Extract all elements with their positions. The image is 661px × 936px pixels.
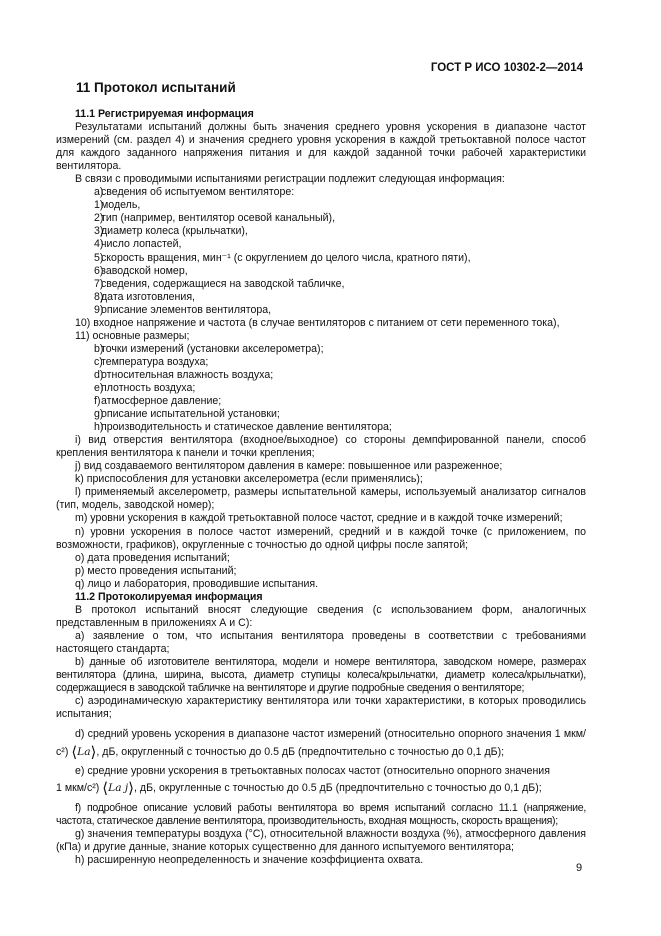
list-item: g) значения температуры воздуха (°С), относительной влажности воздуха (%), атмосферного давления (кПа) и другие данные, знание которых существенно для данного испытуемого вентилятора;: [56, 828, 586, 854]
list-text: дата изготовления,: [101, 290, 196, 303]
page-number: 9: [576, 862, 583, 874]
list-marker: 3): [94, 225, 104, 238]
list-marker: e): [94, 381, 104, 394]
list-item: [56, 199, 586, 212]
list-item: b) данные об изготовителе вентилятора, модели и номере вентилятора, заводском номере, размерах вентилятора (длина, ширина, высота, диаметр ступицы колеса/крыльчатки, диаметр колеса/крыльчатки), содержащиеся в заводской табличке на вентиляторе и другие подробные сведения о вентиляторе;: [56, 655, 586, 695]
list-item: [56, 225, 586, 238]
list-marker: d): [94, 368, 104, 381]
list-item: [56, 252, 586, 265]
list-item: [56, 369, 586, 382]
list-marker: 9): [94, 303, 104, 316]
list-item: a) заявление о том, что испытания вентилятора проведены в соответствии с требованиями настоящего стандарта;: [56, 629, 586, 655]
list-item: e) средние уровни ускорения в третьоктавных полосах частот (относительно опорного значения: [75, 765, 550, 778]
list-marker: 4): [94, 238, 104, 251]
paragraph: В связи с проводимыми испытаниями регистрации подлежит следующая информация:: [75, 173, 505, 186]
list-marker: 8): [94, 290, 104, 303]
list-item: n) уровни ускорения в полосе частот измерений, средний и в каждой точке (с приложением, по возможности, графиков), округленные с точностью до одной цифры после запятой;: [56, 525, 586, 551]
list-text: заводской номер,: [101, 264, 188, 277]
list-marker: h): [94, 421, 104, 434]
list-item: [56, 317, 586, 330]
list-text: модель,: [101, 199, 141, 212]
list-text: описание элементов вентилятора,: [101, 303, 272, 316]
list-marker: f): [94, 395, 101, 408]
list-item: c) аэродинамическую характеристику вентилятора или точки характеристики, в которых проводились испытания;: [56, 695, 586, 721]
list-item: [56, 212, 586, 225]
list-item: [56, 291, 586, 304]
subsection-heading-11-1: 11.1 Регистрируемая информация: [75, 108, 254, 120]
list-text: описание испытательной установки;: [101, 408, 280, 421]
list-marker: 7): [94, 277, 104, 290]
list-item: [56, 408, 586, 421]
subsection-heading-11-2: 11.2 Протоколируемая информация: [75, 590, 263, 603]
list-item: [56, 186, 586, 199]
list-item: [56, 395, 586, 408]
list-item: [56, 356, 586, 369]
item-e-unit: 1 мкм/с²): [56, 782, 100, 795]
item-d-text: d) средний уровень ускорения в диапазоне частот измерений (относительно опорного значения 1 мкм/с²): [56, 728, 586, 759]
list-item: [56, 278, 586, 291]
list-item: l) применяемый акселерометр, размеры испытательной камеры, используемый анализатор сигналов (тип, модель, заводской номер);: [56, 486, 586, 512]
list-text: 11) основные размеры;: [75, 329, 190, 342]
list-text: диаметр колеса (крыльчатки),: [101, 225, 248, 238]
list-text: тип (например, вентилятор осевой канальный),: [101, 212, 336, 225]
section-title: 11 Протокол испытаний: [76, 80, 236, 95]
list-text: 10) входное напряжение и частота (в случае вентиляторов с питанием от сети переменного тока),: [75, 316, 560, 329]
list-text: производительность и статическое давление вентилятора;: [101, 421, 392, 434]
list-text: относительная влажность воздуха;: [101, 368, 274, 381]
list-item: j) вид создаваемого вентилятором давления в камере: повышенное или разреженное;: [75, 460, 503, 473]
list-marker: b): [94, 342, 104, 355]
list-marker: a): [94, 186, 104, 199]
list-item: k) приспособления для установки акселерометра (если применялись);: [75, 473, 423, 486]
list-marker: 1): [94, 199, 104, 212]
list-text: атмосферное давление;: [101, 395, 222, 408]
formula-laj: ⟨La j⟩: [102, 779, 135, 798]
list-item: [56, 304, 586, 317]
list-item: h) расширенную неопределенность и значение коэффициента охвата.: [75, 854, 424, 867]
list-text: плотность воздуха;: [101, 381, 196, 394]
formula-la: ⟨La⟩: [71, 743, 97, 762]
list-text: точки измерений (установки акселерометра);: [101, 342, 324, 355]
list-text: температура воздуха;: [101, 355, 209, 368]
list-item: [56, 343, 586, 356]
document-body: [56, 108, 586, 867]
list-text: сведения, содержащиеся на заводской табличке,: [101, 277, 345, 290]
list-item: o) дата проведения испытаний;: [75, 551, 230, 564]
list-marker: 2): [94, 212, 104, 225]
list-item: [56, 330, 586, 343]
list-marker: 5): [94, 251, 104, 264]
list-item: [56, 238, 586, 251]
formula-symbol: La j: [108, 782, 129, 795]
document-header: ГОСТ Р ИСО 10302-2—2014: [430, 62, 583, 74]
list-text: сведения об испытуемом вентиляторе:: [101, 186, 295, 199]
list-marker: g): [94, 408, 104, 421]
list-text: скорость вращения, мин⁻¹ (с округлением до целого числа, кратного пяти),: [101, 251, 471, 264]
list-item: [56, 265, 586, 278]
list-item: p) место проведения испытаний;: [75, 564, 237, 577]
list-item: q) лицо и лаборатория, проводившие испытания.: [75, 577, 319, 590]
list-item: [56, 725, 586, 761]
list-text: число лопастей,: [101, 238, 182, 251]
list-item: m) уровни ускорения в каждой третьоктавной полосе частот, средние и в каждой точке измерений;: [75, 512, 563, 525]
list-item: i) вид отверстия вентилятора (входное/выходное) со стороны демпфированной панели, способ крепления вентилятора к панели и точки крепления;: [56, 434, 586, 460]
formula-symbol: La: [77, 746, 91, 759]
list-marker: c): [94, 355, 103, 368]
item-d-text-2: , дБ, округленный с точностью до 0.5 дБ (предпочтительно с точностью до 0,1 дБ);: [96, 746, 505, 759]
item-e-text: , дБ, округленные с точностью до 0.5 дБ (предпочтительно с точностью до 0,1 дБ);: [134, 782, 542, 795]
list-item: [56, 421, 586, 434]
info-list: [56, 186, 586, 434]
paragraph: Результатами испытаний должны быть значения среднего уровня ускорения в диапазоне частот измерений (см. раздел 4) и значения среднего уровня ускорения в каждой третьоктавной полосе частот для каждого заданного напряжения питания и для каждой заданной точки рабочей характеристики вентилятора.: [56, 121, 586, 173]
list-item-continued: [56, 778, 586, 798]
list-item: [56, 382, 586, 395]
list-item: f) подробное описание условий работы вентилятора во время испытаний согласно 11.1 (напряжение, частота, статическое давление вентилятора, производительность, входная мощность, скорость вращения);: [56, 802, 586, 828]
paragraph: В протокол испытаний вносят следующие сведения (с использованием форм, аналогичных представленным в приложениях А и С):: [56, 603, 586, 629]
list-marker: 6): [94, 264, 104, 277]
